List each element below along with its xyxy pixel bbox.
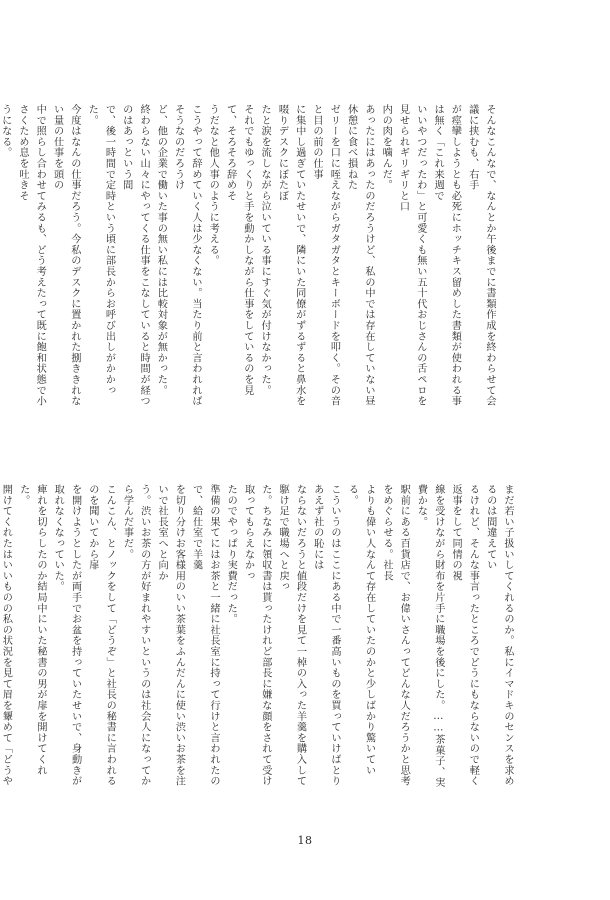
text-line: 準備の果てにはお茶と一緒に社長室に持って行けと言われたので、給仕室で羊羹	[190, 484, 219, 787]
text-line: こういうのはここにある中で一番高いものを買っていけばとりあえず社の恥には	[311, 484, 341, 787]
text-line: 痺れを切らしたのか結局中にいた秘書の男が扉を開けてくれた。	[17, 484, 46, 776]
text-line: るけれど、そんな事言ったところでどうにもならないので軽く返事をして同情の視	[450, 484, 479, 787]
text-line: ど、他の企業で働いた事の無い私には比較対象が無かった。	[155, 104, 167, 396]
page-number: 18	[297, 834, 313, 847]
text-line: た。ちなみに領収書は貰ったけれど部長に嫌な顔をされて受け取ってもらえなかっ	[242, 484, 271, 787]
text-line: それでもゆっくりと手を動かしながら仕事をしているのを見て、そろそろ辞めそ	[224, 104, 253, 396]
text-line: を切り分けお客様用のいい茶葉をふんだんに使い渋いお茶を注いで社長室へと向か	[156, 484, 185, 787]
text-line: あったにはあったのだろうけど、私の中では存在していない昼休憩に食べ損ねた	[345, 104, 374, 407]
text-line: ゼリーを口に咥えながらガタガタとキーボードを叩く。その音と目の前の仕事	[311, 104, 340, 407]
text-line: う。渋いお茶の方が好まれやすいというのは社会人になってから学んだ事だ。	[121, 484, 150, 787]
text-line: 終わらない山々にやってくる仕事をこなしていると時間が経つのはあっという間	[120, 104, 150, 407]
lower-text-column	[0, 484, 516, 796]
text-line: を開けようとしたが両手でお盆を持っていたせいで、身動きが取れなくなっていた。	[52, 484, 81, 787]
text-line: うになる。	[0, 104, 11, 158]
text-line: 線を受けながら財布を片手に職場を後にした。……茶菓子、実費かな。	[415, 484, 444, 788]
text-line: まだ若い子扱いしてくれるのか。私にイマドキのセンスを求めるのは間違えてい	[484, 484, 513, 787]
text-line: ならないだろうと値段だけを見て一棹の入った羊羹を購入して駆け足で職場へと戻っ	[277, 484, 306, 787]
text-line: うだなと他人事のように考える。	[207, 104, 219, 266]
text-line: 開けてくれたはいいものの私の状況を見て眉を顰めて「どうや	[0, 484, 12, 787]
text-line: よりも偉い人なんて存在していたのかと少しばかり驚いている。	[346, 484, 375, 776]
text-line: が痙攣しようとも必死にホッチキス留めした書類が使われる事は無く「これ来週で	[432, 104, 461, 407]
text-line: こうやって辞めていく人は少なくない。当たり前と言われればそうなのだろうけ	[172, 104, 201, 407]
text-line: に集中し過ぎていたせいで、隣にいた同僚がずるずると鼻水を啜りデスクにぼたぼ	[276, 104, 305, 407]
text-line: で、後一時間で定時という頃に部長からお呼び出しがかかった。	[86, 104, 115, 396]
text-line: 今度はなんの仕事だろう。今私のデスクに置かれた捌ききれない量の仕事を頭の	[51, 104, 80, 407]
text-line: そんなこんなで、なんとか午後までに書類作成を終わらせて会議に挟むも、右手	[466, 104, 495, 407]
text-line: いいやつだったわ」と可愛くも無い五十代おじさんの舌ペロを見せられギリギリと口	[397, 104, 426, 407]
text-line: 駅前にある百貨店で、お偉いさんってどんな人だろうかと思考をめぐらせる。社長	[380, 484, 410, 787]
text-line: 中で照らし合わせてみるも、どう考えたって既に飽和状態で小さくため息を吐きそ	[16, 104, 46, 407]
text-line: 内の肉を噛んだ。	[380, 104, 392, 191]
text-line: たのでやっぱり実費だった。	[225, 484, 237, 625]
text-line: たと涙を流しながら泣いている事にすぐ気が付けなかった。	[259, 104, 271, 396]
text-line: こんこん、とノックをして「どうぞ」と社長の秘書に言われるのを聞いてから扉	[86, 484, 116, 787]
upper-text-column	[0, 104, 498, 416]
